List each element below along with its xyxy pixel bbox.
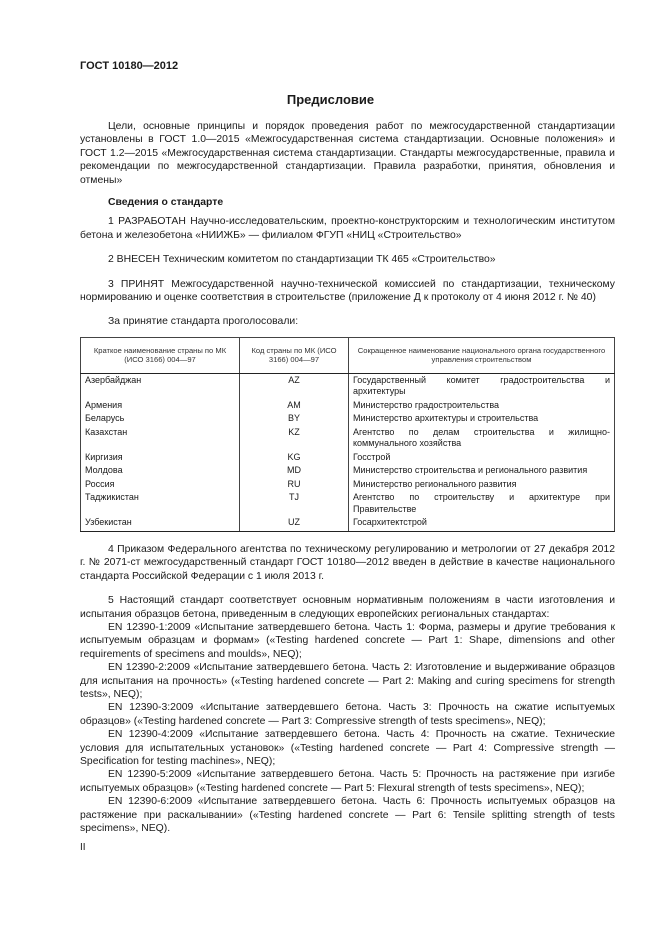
country-code: RU [240,478,349,492]
authority-name: Госстрой [349,451,615,465]
table-row [81,373,615,399]
votes-table-header-row [81,337,615,373]
country-name: Узбекистан [81,516,240,531]
header-country: Краткое наименование страны по МК (ИСО 3166) 004—97 [81,337,240,373]
about-heading: Сведения о стандарте [108,197,224,209]
intro-paragraph: Цели, основные принципы и порядок проведения работ по межгосударственной стандартизации установлены в ГОСТ 1.0—2015 «Межгосударственная система стандартизации. Основные положения» и ГОСТ 1.2—2015 «Межгосударственная система стандартизации. Стандарты межгосударственные, правила и рекомендации по межгосударственной стандартизации. Правила разработки, принятия, обновления и отмены» [80,121,615,186]
header-code: Код страны по МК (ИСО 3166) 004—97 [240,337,349,373]
country-code: AM [240,399,349,413]
authority-name: Министерство регионального развития [349,478,615,492]
page-title: Предисловие [286,92,375,107]
document-body [80,120,615,835]
en-standard-2: EN 12390-2:2009 «Испытание затвердевшего бетона. Часть 2: Изготовление и выдерживание образцов для испытания на прочность» («Testing hardened concrete — Part 2: Making and curing specimens for strength tests», NEQ); [80,662,615,700]
country-code: UZ [240,516,349,531]
table-row [81,464,615,478]
country-code: BY [240,412,349,426]
authority-name: Госархитектстрой [349,516,615,531]
table-row [81,412,615,426]
country-name: Армения [81,399,240,413]
country-code: MD [240,464,349,478]
table-row [81,426,615,451]
votes-intro: За принятие стандарта проголосовали: [108,316,299,328]
votes-table [80,337,615,532]
country-name: Беларусь [81,412,240,426]
table-row [81,491,615,516]
en-standard-1: EN 12390-1:2009 «Испытание затвердевшего бетона. Часть 1: Форма, размеры и другие требования к испытуемым образцам и формам» («Testing hardened concrete — Part 1: Shape, dimensions and other requirements of specimens and moulds», NEQ); [80,621,615,660]
header-authority: Сокращенное наименование национального органа государственного управления строительством [349,337,615,373]
table-row [81,399,615,413]
item-4-enacted: 4 Приказом Федерального агентства по техническому регулированию и метрологии от 27 декабря 2012 г. № 2071-ст межгосударственный стандарт ГОСТ 10180—2012 введен в действие в качестве национального стандарта Российской Федерации с 1 июля 2013 г. [80,543,615,582]
table-row [81,516,615,531]
authority-name: Агентство по делам строительства и жилищно-коммунального хозяйства [349,426,615,451]
country-name: Азербайджан [81,373,240,399]
document-id-header: ГОСТ 10180—2012 [80,60,179,72]
item-3-adopted: 3 ПРИНЯТ Межгосударственной научно-технической комиссией по стандартизации, техническому нормированию и оценке соответствия в строительстве (приложение Д к протоколу от 4 июня 2012 г. № 40) [80,278,615,304]
country-code: KG [240,451,349,465]
en-standard-3: EN 12390-3:2009 «Испытание затвердевшего бетона. Часть 3: Прочность на сжатие испытуемых образцов» («Testing hardened concrete — Part 3: Compressive strength of tests specimens», NEQ); [80,702,615,727]
en-standard-5: EN 12390-5:2009 «Испытание затвердевшего бетона. Часть 5: Прочность на растяжение при изгибе испытуемых образцов» («Testing hardened concrete — Part 5: Flexural strength of tests specimens», NEQ); [80,769,615,794]
authority-name: Агентство по строительству и архитектуре при Правительстве [349,491,615,516]
authority-name: Государственный комитет градостроительства и архитектуры [349,373,615,399]
en-standard-4: EN 12390-4:2009 «Испытание затвердевшего бетона. Часть 4: Прочность на сжатие. Технические условия для испытательных установок» («Testing hardened concrete — Part 4: Compressive strength — Specification for testing machines», NEQ); [80,729,615,767]
item-2-submitted: 2 ВНЕСЕН Техническим комитетом по стандартизации ТК 465 «Строительство» [108,254,496,266]
page-number: II [80,842,86,853]
country-name: Киргизия [81,451,240,465]
country-code: KZ [240,426,349,451]
country-name: Казахстан [81,426,240,451]
country-name: Таджикистан [81,491,240,516]
item-5-correspondence: 5 Настоящий стандарт соответствует основным нормативным положениям в части изготовления и испытания образцов бетона, приведенным в следующих европейских региональных стандартах: [80,595,615,620]
country-name: Россия [81,478,240,492]
en-standard-6: EN 12390-6:2009 «Испытание затвердевшего бетона. Часть 6: Прочность испытуемых образцов на растяжение при раскалывании» («Testing hardened concrete — Part 6: Tensile splitting strength of tests specimens», NEQ). [80,796,615,834]
authority-name: Министерство архитектуры и строительства [349,412,615,426]
authority-name: Министерство строительства и регионального развития [349,464,615,478]
country-code: TJ [240,491,349,516]
table-row [81,478,615,492]
table-row [81,451,615,465]
authority-name: Министерство градостроительства [349,399,615,413]
country-code: AZ [240,373,349,399]
item-1-developed: 1 РАЗРАБОТАН Научно-исследовательским, проектно-конструкторским и технологическим институтом бетона и железобетона «НИИЖБ» — филиалом ФГУП «НИЦ «Строительство» [80,216,615,241]
country-name: Молдова [81,464,240,478]
